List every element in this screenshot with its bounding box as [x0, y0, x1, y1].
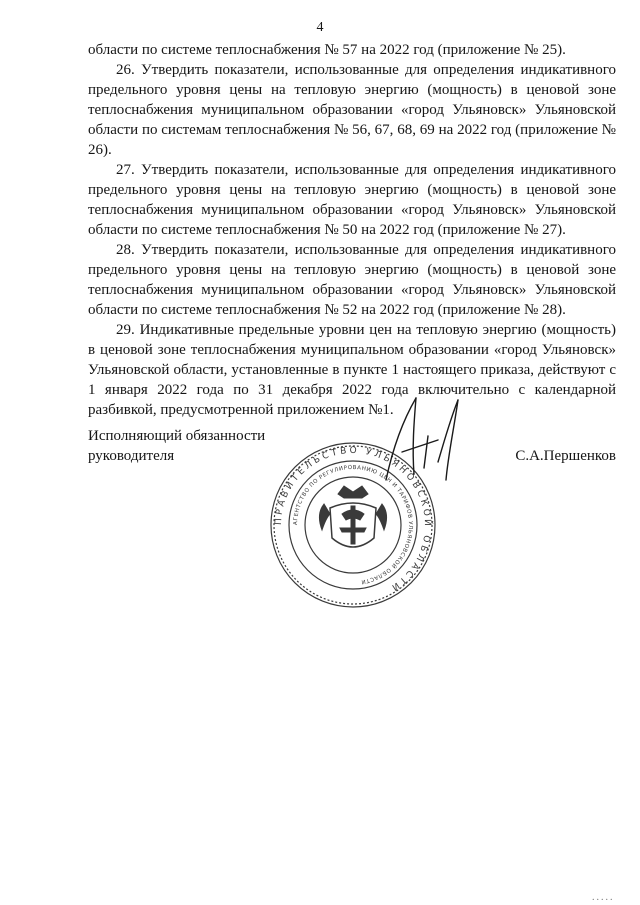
- footer-mark: .....: [592, 892, 615, 903]
- coat-of-arms-icon: [319, 486, 386, 547]
- handwritten-signature-icon: [378, 392, 478, 484]
- seal-inner-text: АГЕНТСТВО ПО РЕГУЛИРОВАНИЮ ЦЕН И ТАРИФОВ УЛЬЯНОВСКОЙ ОБЛАСТИ: [292, 464, 414, 585]
- signatory-title: [88, 426, 265, 466]
- signatory-title-line2: руководителя: [88, 448, 175, 464]
- paragraph-29: 29. Индикативные предельные уровни цен на тепловую энергию (мощность) в ценовой зоне теплоснабжения муниципальном образовании «город Ульяновск» Ульяновской области, установленные в пункте 1 настоящего приказа, действуют с 1 января 2022 года по 31 декабря 2022 года включительно с календарной разбивкой, предусмотренной приложением №1.: [88, 322, 616, 418]
- document-body: [88, 40, 616, 420]
- signatory-name: С.А.Першенков: [515, 448, 616, 464]
- page-number: 4: [316, 20, 324, 35]
- signatory-title-line1: Исполняющий обязанности: [88, 428, 266, 444]
- paragraph-25-continuation: области по системе теплоснабжения № 57 на 2022 год (приложение № 25).: [88, 42, 566, 58]
- seal-outer-text: ПРАВИТЕЛЬСТВО УЛЬЯНОВСКОЙ ОБЛАСТИ: [273, 445, 433, 594]
- paragraph-28: 28. Утвердить показатели, использованные для определения индикативного предельного уровня цены на тепловую энергию (мощность) в ценовой зоне теплоснабжения муниципальном образовании «город Ульяновск» Ульяновской области по системе теплоснабжения № 52 на 2022 год (приложение № 28).: [88, 242, 616, 318]
- paragraph-26: 26. Утвердить показатели, использованные для определения индикативного предельного уровня цены на тепловую энергию (мощность) в ценовой зоне теплоснабжения муниципальном образовании «город Ульяновск» Ульяновской области по системам теплоснабжения № 56, 67, 68, 69 на 2022 год (приложение № 26).: [88, 62, 616, 158]
- paragraph-27: 27. Утвердить показатели, использованные для определения индикативного предельного уровня цены на тепловую энергию (мощность) в ценовой зоне теплоснабжения муниципальном образовании «город Ульяновск» Ульяновской области по системе теплоснабжения № 50 на 2022 год (приложение № 27).: [88, 162, 616, 238]
